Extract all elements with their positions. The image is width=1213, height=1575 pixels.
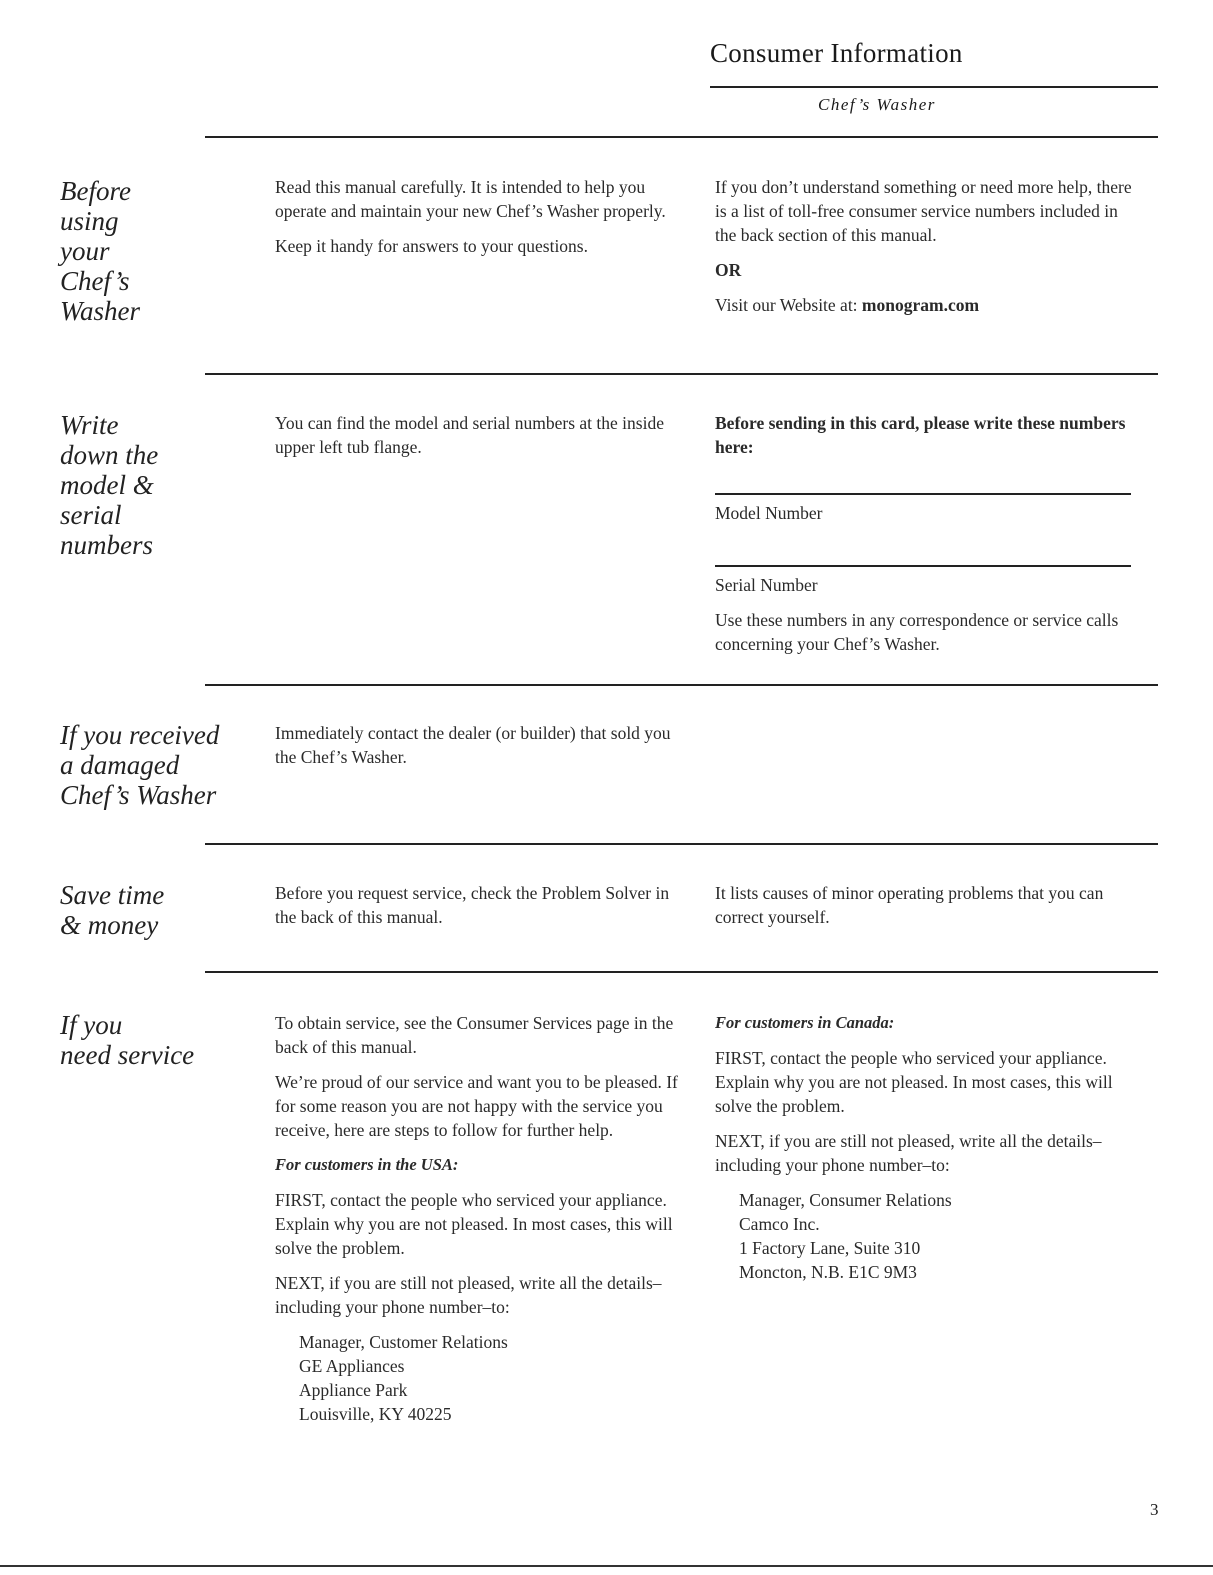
usa-subheading: For customers in the USA: [275, 1155, 459, 1174]
website-line [715, 293, 1135, 317]
address-line: Manager, Customer Relations [299, 1332, 508, 1352]
paragraph: Read this manual carefully. It is intended to help you operate and maintain your new Chef’s Washer properly. [275, 177, 666, 221]
heading-line: Before [60, 176, 131, 206]
serial-number-label: Serial Number [715, 575, 818, 595]
paragraph: It lists causes of minor operating problems that you can correct yourself. [715, 883, 1104, 927]
heading-line: If you [60, 1010, 123, 1040]
section-heading-before-using [60, 176, 140, 326]
heading-line: If you received [60, 720, 220, 750]
usa-address [275, 1330, 685, 1426]
service-left-column [275, 1011, 685, 1426]
save-left-column [275, 881, 685, 940]
before-right-column [715, 175, 1135, 328]
page-number: 3 [1150, 1500, 1159, 1519]
header-rule [710, 86, 1158, 88]
paragraph: Immediately contact the dealer (or builder) that sold you the Chef’s Washer. [275, 723, 671, 767]
paragraph: If you don’t understand something or need more help, there is a list of toll-free consumer service numbers included in the back section of this manual. [715, 177, 1132, 245]
heading-line: need service [60, 1040, 195, 1070]
page-subtitle: Chef’s Washer [818, 95, 936, 114]
section-heading-damaged [60, 720, 219, 810]
address-line: Camco Inc. [739, 1214, 820, 1234]
paragraph: To obtain service, see the Consumer Services page in the back of this manual. [275, 1013, 674, 1057]
write-left-column [275, 411, 680, 470]
before-left-column [275, 175, 680, 269]
website-prefix: Visit our Website at: [715, 295, 862, 315]
page-title: Consumer Information [710, 38, 963, 68]
heading-line: a damaged [60, 750, 180, 780]
heading-line: serial [60, 500, 122, 530]
model-number-blank[interactable] [715, 493, 1131, 495]
model-number-label: Model Number [715, 503, 823, 523]
paragraph: You can find the model and serial numbers at the inside upper left tub flange. [275, 413, 664, 457]
heading-line: your [60, 236, 110, 266]
section-divider [205, 971, 1158, 973]
write-right-column [715, 411, 1140, 667]
paragraph: Before you request service, check the Problem Solver in the back of this manual. [275, 883, 670, 927]
paragraph: FIRST, contact the people who serviced your appliance. Explain why you are not pleased. In most cases, this will solve the problem. [275, 1190, 673, 1258]
heading-line: Chef’s Washer [60, 780, 217, 810]
save-right-column [715, 881, 1140, 940]
heading-line: Chef’s [60, 266, 130, 296]
section-divider [205, 843, 1158, 845]
damaged-left-column [275, 721, 680, 780]
heading-line: & money [60, 910, 159, 940]
heading-line: Save time [60, 880, 165, 910]
paragraph: Keep it handy for answers to your questions. [275, 236, 588, 256]
section-divider [205, 136, 1158, 138]
address-line: Manager, Consumer Relations [739, 1190, 952, 1210]
heading-line: model & [60, 470, 154, 500]
paragraph: NEXT, if you are still not pleased, write all the details–including your phone number–to: [715, 1131, 1102, 1175]
heading-line: down the [60, 440, 159, 470]
section-heading-write-down [60, 410, 158, 560]
paragraph-bold: Before sending in this card, please write these numbers here: [715, 413, 1126, 457]
paragraph: NEXT, if you are still not pleased, write all the details–including your phone number–to: [275, 1273, 662, 1317]
heading-line: Washer [60, 296, 141, 326]
heading-line: Write [60, 410, 119, 440]
address-line: GE Appliances [299, 1356, 405, 1376]
address-line: Louisville, KY 40225 [299, 1404, 452, 1424]
section-heading-need-service [60, 1010, 194, 1070]
heading-line: using [60, 206, 119, 236]
service-right-column [715, 1011, 1135, 1284]
section-divider [205, 373, 1158, 375]
address-line: Moncton, N.B. E1C 9M3 [739, 1262, 917, 1282]
paragraph: We’re proud of our service and want you to be pleased. If for some reason you are not happy with the service you receive, here are steps to follow for further help. [275, 1072, 678, 1140]
section-divider [205, 684, 1158, 686]
paragraph: Use these numbers in any correspondence or service calls concerning your Chef’s Washer. [715, 610, 1119, 654]
website-link[interactable]: monogram.com [861, 295, 980, 315]
serial-number-blank[interactable] [715, 565, 1131, 567]
canada-subheading: For customers in Canada: [715, 1013, 895, 1032]
canada-address [715, 1188, 1135, 1284]
or-label: OR [715, 260, 742, 280]
bottom-edge-rule [0, 1565, 1213, 1567]
section-heading-save-time [60, 880, 164, 940]
paragraph: FIRST, contact the people who serviced your appliance. Explain why you are not pleased. In most cases, this will solve the problem. [715, 1048, 1113, 1116]
address-line: Appliance Park [299, 1380, 408, 1400]
heading-line: numbers [60, 530, 153, 560]
address-line: 1 Factory Lane, Suite 310 [739, 1238, 921, 1258]
